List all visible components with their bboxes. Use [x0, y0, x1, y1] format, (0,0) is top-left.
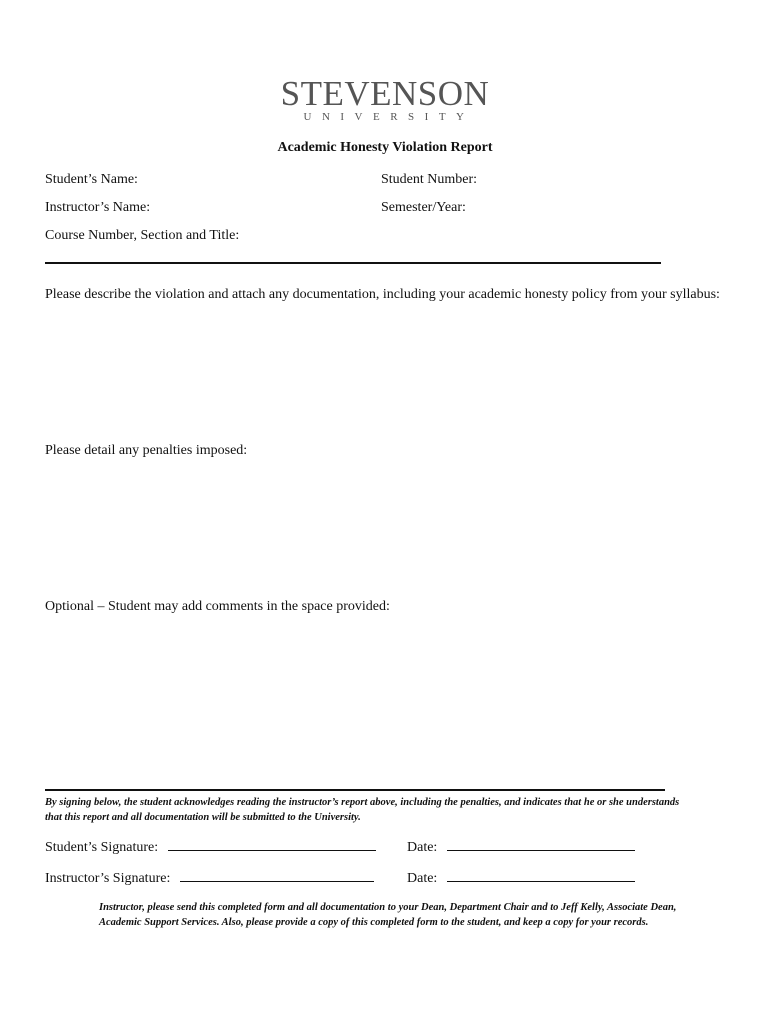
optional-comments-label: Optional – Student may add comments in the space provided:: [45, 599, 390, 614]
student-signature-label: Student’s Signature:: [45, 840, 159, 855]
instructor-name-label: Instructor’s Name:: [45, 200, 151, 215]
describe-violation-label: Please describe the violation and attach any documentation, including your academic honesty policy from your syllabus:: [45, 287, 720, 302]
student-number-label: Student Number:: [381, 172, 478, 187]
student-name-label: Student’s Name:: [45, 172, 138, 187]
student-signature-row: [45, 838, 376, 856]
form-title: Academic Honesty Violation Report: [277, 140, 493, 155]
penalties-label: Please detail any penalties imposed:: [45, 443, 248, 458]
header-divider: [45, 262, 661, 264]
instructor-date-line[interactable]: [447, 869, 635, 882]
instructor-date-label: Date:: [407, 871, 438, 886]
instructor-signature-row: [45, 869, 374, 887]
university-logo-subtitle: UNIVERSITY: [303, 111, 475, 123]
instructor-signature-label: Instructor’s Signature:: [45, 871, 171, 886]
instructor-signature-line[interactable]: [180, 869, 374, 882]
university-logo-name: STEVENSON: [280, 74, 490, 113]
footer-instructions: Instructor, please send this completed form and all documentation to your Dean, Department Chair and to Jeff Kelly, Associate Dean, Academic Support Services. Also, please provide a copy of this completed form to the student, and keep a copy for your records.: [99, 902, 677, 928]
student-signature-line[interactable]: [168, 838, 376, 851]
semester-year-label: Semester/Year:: [381, 200, 466, 215]
comments-divider: [45, 789, 665, 791]
student-date-row: [407, 838, 635, 856]
student-date-line[interactable]: [447, 838, 635, 851]
student-date-label: Date:: [407, 840, 438, 855]
course-label: Course Number, Section and Title:: [45, 228, 240, 243]
acknowledgement-text: By signing below, the student acknowledges reading the instructor’s report above, including the penalties, and indicates that he or she understands that this report and all documentation will be submitted to the University.: [45, 797, 680, 823]
instructor-date-row: [407, 869, 635, 887]
